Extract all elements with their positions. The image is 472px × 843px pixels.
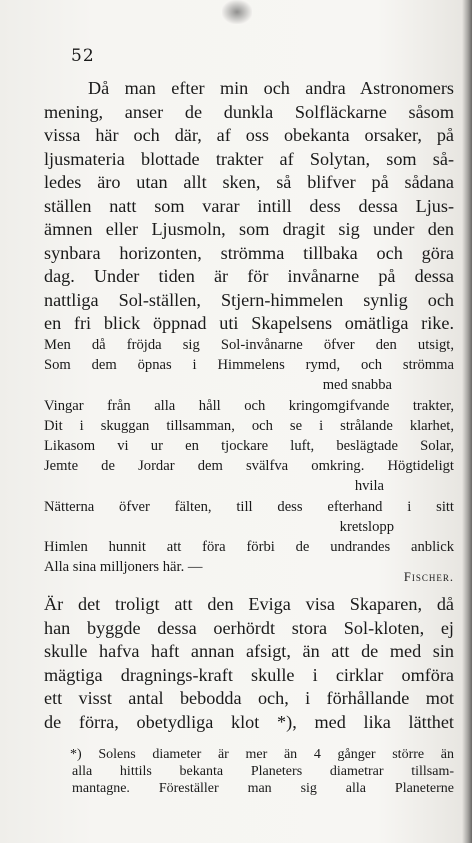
poem-line: Jemte de Jordar dem svälfva omkring. Högtideligt bbox=[44, 458, 454, 475]
text-line: han byggde dessa oerhördt stora Sol-kloten, ej bbox=[44, 617, 454, 638]
text-line: Då man efter min och andra Astronomers bbox=[88, 78, 454, 98]
poem-line: Alla sina milljoners här. — bbox=[44, 559, 203, 576]
text-line: nattliga Sol-ställen, Stjern-himmelen synlig och bbox=[44, 289, 454, 310]
text-line: skulle hafva haft annan afsigt, än att de med sin bbox=[44, 641, 454, 661]
ink-smudge bbox=[222, 0, 252, 24]
text-line: ljusmateria blottade trakter af Solytan, som så- bbox=[44, 148, 454, 169]
text-line: en fri blick öppnad uti Skapelsens omätliga rike. bbox=[44, 313, 454, 333]
page-number: 52 bbox=[71, 46, 95, 66]
footnote-line: *) Solens diameter är mer än 4 gånger större än bbox=[70, 747, 454, 762]
text-line: synbara horizonten, strömma tillbaka och göra bbox=[44, 242, 454, 263]
poem-line: Nätterna öfver fälten, till dess efterhand i sitt bbox=[44, 498, 454, 515]
text-line: mägtiga dragnings-kraft skulle i cirklar omföra bbox=[44, 664, 454, 685]
text-line: mening, anser de dunkla Solfläckarne såsom bbox=[44, 101, 454, 122]
text-line: vissa här och där, af oss obekanta orsaker, på bbox=[44, 125, 454, 145]
page-edge-shadow bbox=[462, 0, 472, 843]
poem-line-continuation: kretslopp bbox=[339, 518, 394, 535]
text-line: ställen natt som varar intill dess dessa Ljus- bbox=[44, 195, 454, 216]
poem-author: Fischer. bbox=[403, 570, 454, 584]
poem-line: Som dem öpnas i Himmelens rymd, och strömma bbox=[44, 357, 454, 374]
poem-line-continuation: med snabba bbox=[322, 377, 392, 394]
poem-quotation bbox=[44, 335, 454, 577]
text-line: Är det troligt att den Eviga visa Skaparen, då bbox=[44, 594, 454, 614]
footnote bbox=[58, 746, 454, 797]
paragraph-2 bbox=[44, 593, 454, 734]
poem-line: Dit i skuggan tillsamman, och se i strålande klarhet, bbox=[44, 417, 454, 434]
footnote-line: mantagne. Föreställer man sig alla Planeterne bbox=[72, 781, 454, 796]
text-line: ett visst antal bebodda och, i förhållande mot bbox=[44, 688, 454, 708]
text-line: de förra, obetydliga klot *), med lika lätthet bbox=[44, 711, 454, 732]
poem-line: Men då fröjda sig Sol-invånarne öfver den utsigt, bbox=[44, 337, 454, 353]
text-line: dag. Under tiden är för invånarne på dessa bbox=[44, 266, 454, 286]
paragraph-1 bbox=[44, 77, 454, 336]
text-line: ämnen eller Ljusmoln, som dragit sig under den bbox=[44, 219, 454, 239]
poem-line: Vingar från alla håll och kringomgifvande trakter, bbox=[44, 397, 454, 414]
poem-line-continuation: hvila bbox=[354, 478, 384, 495]
poem-line: Likasom vi ur en tjockare luft, beslägtade Solar, bbox=[44, 437, 454, 454]
footnote-line: alla hittils bekanta Planeters diametrar tillsam- bbox=[72, 764, 454, 779]
text-line: ledes äro utan allt sken, så blifver på sådana bbox=[44, 172, 454, 192]
poem-line: Himlen hunnit att föra förbi de undrandes anblick bbox=[44, 538, 454, 555]
author-line bbox=[44, 570, 454, 588]
